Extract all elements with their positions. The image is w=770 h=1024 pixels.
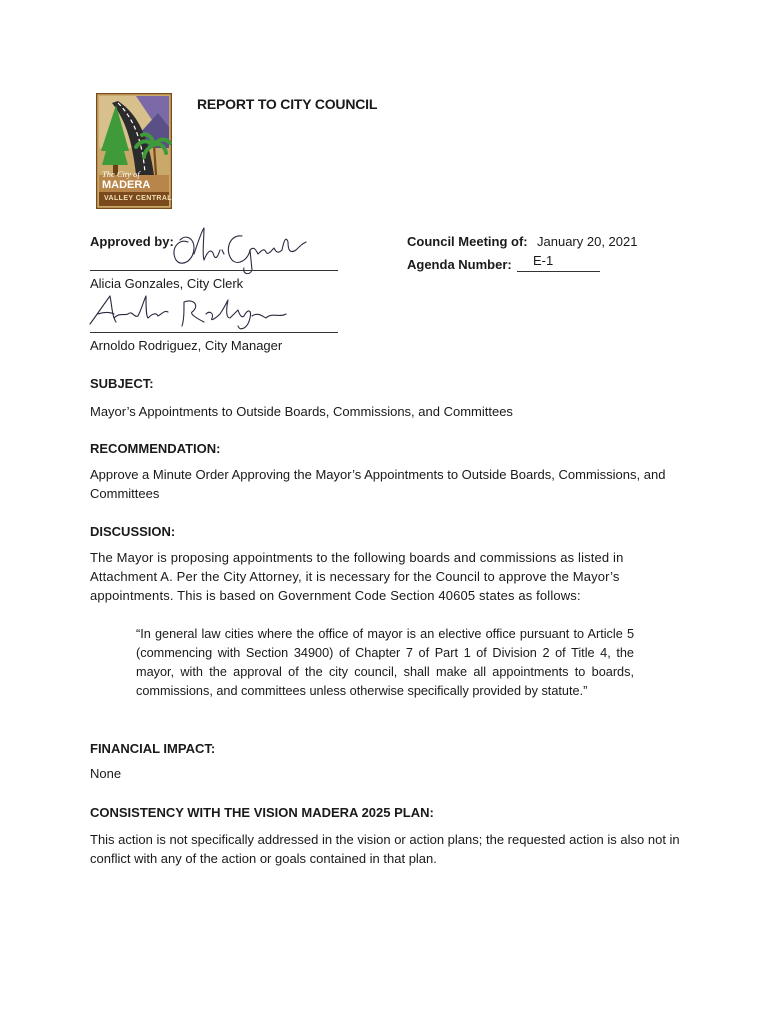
- logo-city-of: The City of: [102, 169, 140, 179]
- clerk-signature-line: [90, 270, 338, 271]
- council-meeting-label: Council Meeting of:: [407, 234, 528, 249]
- subject-heading: SUBJECT:: [90, 376, 154, 391]
- report-title: REPORT TO CITY COUNCIL: [197, 96, 378, 112]
- financial-impact-heading: FINANCIAL IMPACT:: [90, 741, 216, 756]
- logo-madera: MADERA: [102, 179, 151, 191]
- discussion-quote: “In general law cities where the office of mayor is an elective office pursuant to Article 5 (commencing with Section 34900) of Chapter 7 of Part 1 of Division 2 of Title 4, the mayor, with the approval of the city council, shall make all appointments to boards, commissions, and committees unless otherwise specifically provided by statute.”: [136, 627, 634, 698]
- council-meeting-date: January 20, 2021: [537, 234, 638, 249]
- agenda-number-value: E-1: [533, 253, 554, 268]
- consistency-text: This action is not specifically addressed in the vision or action plans; the requested action is also not in conflict with any of the action or goals contained in that plan.: [90, 832, 680, 866]
- city-logo: [96, 93, 172, 209]
- discussion-text: The Mayor is proposing appointments to the following boards and commissions as listed in Attachment A. Per the City Attorney, it is necessary for the Council to approve the Mayor’s appointments. This is based on Government Code Section 40605 states as follows:: [90, 550, 624, 603]
- agenda-number-label: Agenda Number:: [407, 257, 512, 272]
- madera-logo-icon: [96, 93, 172, 209]
- discussion-heading: DISCUSSION:: [90, 524, 176, 539]
- agenda-number-line: [517, 271, 600, 272]
- recommendation-heading: RECOMMENDATION:: [90, 441, 221, 456]
- clerk-name: Alicia Gonzales, City Clerk: [90, 276, 244, 291]
- recommendation-text: Approve a Minute Order Approving the Mayor’s Appointments to Outside Boards, Commissions, and Committees: [90, 467, 666, 501]
- clerk-signature-icon: [160, 220, 320, 280]
- financial-impact-text: None: [90, 766, 122, 781]
- approved-by-label: Approved by:: [90, 234, 174, 249]
- logo-tagline: VALLEY CENTRAL: [104, 195, 172, 202]
- subject-text: Mayor’s Appointments to Outside Boards, Commissions, and Committees: [90, 404, 513, 419]
- manager-signature-icon: [86, 288, 296, 336]
- consistency-heading: CONSISTENCY WITH THE VISION MADERA 2025 PLAN:: [90, 805, 434, 820]
- manager-signature-line: [90, 332, 338, 333]
- manager-name: Arnoldo Rodriguez, City Manager: [90, 338, 283, 353]
